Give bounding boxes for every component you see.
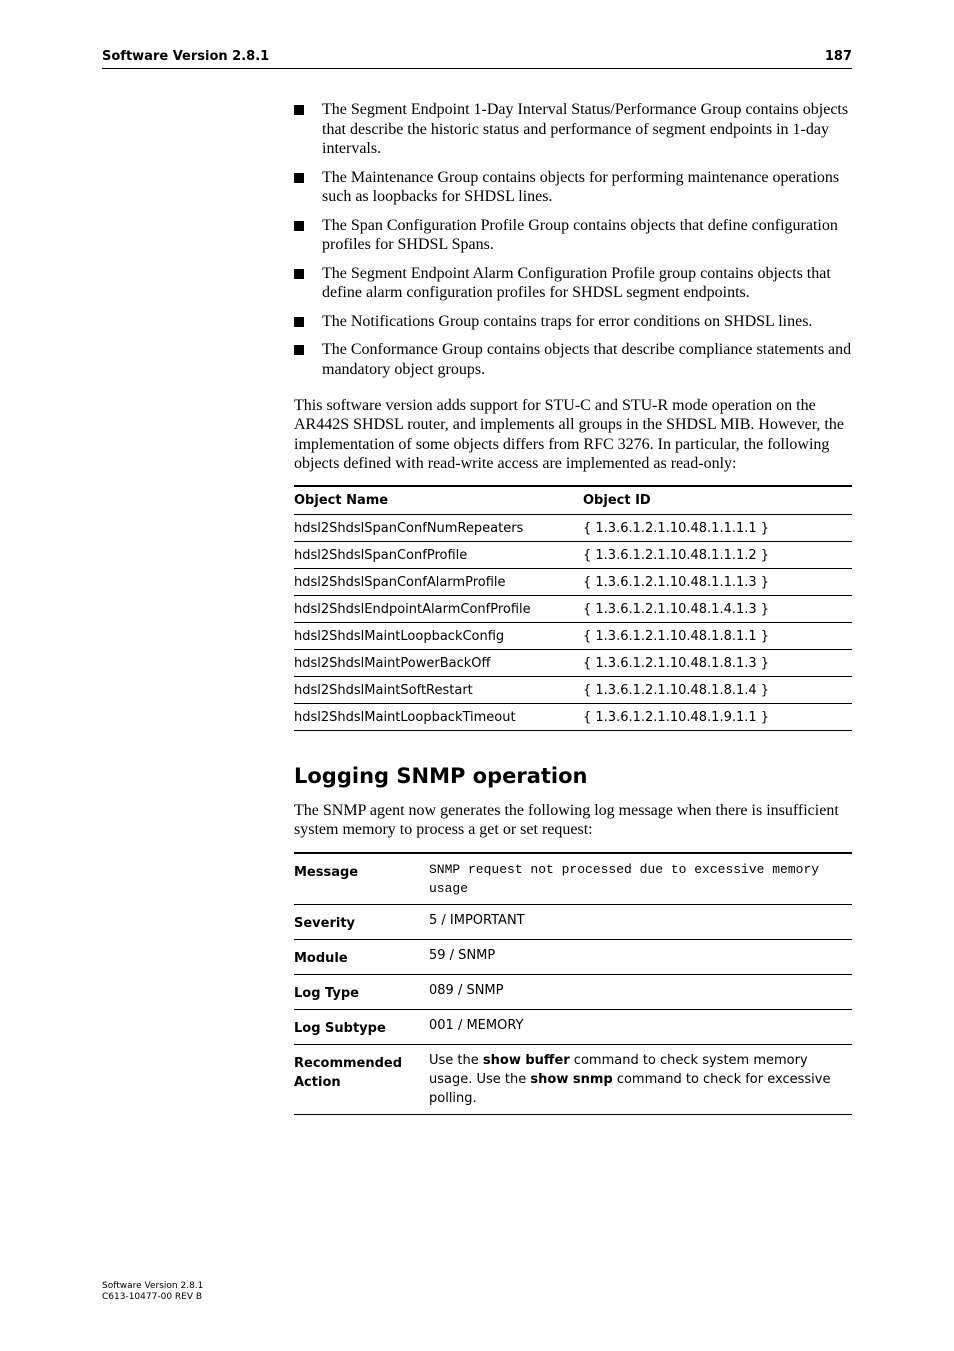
section-paragraph: The SNMP agent now generates the following log message when there is insufficient system memory to process a get or set request: (294, 802, 839, 839)
page-header (102, 48, 852, 69)
recommended-action-label: Recommended Action (294, 1044, 429, 1114)
object-id-cell: { 1.3.6.1.2.1.10.48.1.9.1.1 } (583, 704, 852, 731)
object-name-cell: hdsl2ShdslMaintLoopbackConfig (294, 623, 583, 650)
footer-doc-id: C613-10477-00 REV B (102, 1292, 203, 1302)
square-bullet-icon (294, 269, 304, 279)
table-row (294, 939, 852, 974)
bullet-list (294, 100, 852, 379)
table-header-row (294, 486, 852, 515)
footer-version: Software Version 2.8.1 (102, 1281, 204, 1291)
table-row (294, 542, 852, 569)
square-bullet-icon (294, 221, 304, 231)
square-bullet-icon (294, 173, 304, 183)
page-content (294, 100, 852, 1115)
table-row (294, 569, 852, 596)
list-item: The Segment Endpoint Alarm Configuration Profile group contains objects that define alarm configuration profiles for SHDSL segment endpoints. (294, 264, 852, 303)
table-row (294, 596, 852, 623)
table-row (294, 623, 852, 650)
square-bullet-icon (294, 345, 304, 355)
square-bullet-icon (294, 317, 304, 327)
list-item: The Conformance Group contains objects that describe compliance statements and mandatory object groups. (294, 340, 852, 379)
page-footer (102, 1281, 203, 1303)
object-id-cell: { 1.3.6.1.2.1.10.48.1.8.1.1 } (583, 623, 852, 650)
column-header-object-id: Object ID (583, 486, 852, 515)
log-subtype-value: 001 / MEMORY (429, 1009, 852, 1044)
object-name-cell: hdsl2ShdslSpanConfProfile (294, 542, 583, 569)
object-id-cell: { 1.3.6.1.2.1.10.48.1.8.1.4 } (583, 677, 852, 704)
object-id-cell: { 1.3.6.1.2.1.10.48.1.1.1.3 } (583, 569, 852, 596)
table-row (294, 677, 852, 704)
object-id-cell: { 1.3.6.1.2.1.10.48.1.4.1.3 } (583, 596, 852, 623)
list-item: The Notifications Group contains traps for error conditions on SHDSL lines. (294, 312, 852, 332)
object-name-cell: hdsl2ShdslMaintSoftRestart (294, 677, 583, 704)
table-row (294, 704, 852, 731)
table-row (294, 1009, 852, 1044)
table-row (294, 974, 852, 1009)
page-number: 187 (824, 49, 852, 64)
command-show-snmp: show snmp (530, 1071, 613, 1087)
square-bullet-icon (294, 105, 304, 115)
table-row (294, 515, 852, 542)
table-row (294, 904, 852, 939)
command-show-buffer: show buffer (482, 1052, 570, 1068)
intro-paragraph: This software version adds support for STU-C and STU-R mode operation on the AR442S SHDSL router, and implements all groups in the SHDSL MIB. However, the implementation of some objects differs from RFC 3276. In particular, the following objects defined with read-write access are implemented as read-only: (294, 397, 844, 472)
object-name-cell: hdsl2ShdslMaintLoopbackTimeout (294, 704, 583, 731)
module-label: Module (294, 939, 429, 974)
log-type-value: 089 / SNMP (429, 974, 852, 1009)
log-type-label: Log Type (294, 974, 429, 1009)
message-label: Message (294, 853, 429, 905)
severity-value: 5 / IMPORTANT (429, 904, 852, 939)
recommended-action-value: Use the show buffer command to check system memory usage. Use the show snmp command to check for excessive polling. (429, 1044, 852, 1114)
severity-label: Severity (294, 904, 429, 939)
object-id-cell: { 1.3.6.1.2.1.10.48.1.1.1.2 } (583, 542, 852, 569)
section-heading: Logging SNMP operation (294, 764, 588, 789)
log-subtype-label: Log Subtype (294, 1009, 429, 1044)
log-message-table (294, 852, 852, 1115)
list-item: The Span Configuration Profile Group contains objects that define configuration profiles for SHDSL Spans. (294, 216, 852, 255)
object-id-cell: { 1.3.6.1.2.1.10.48.1.8.1.3 } (583, 650, 852, 677)
table-row (294, 650, 852, 677)
message-value: SNMP request not processed due to excessive memory usage (429, 853, 852, 905)
object-name-cell: hdsl2ShdslEndpointAlarmConfProfile (294, 596, 583, 623)
object-name-cell: hdsl2ShdslSpanConfAlarmProfile (294, 569, 583, 596)
column-header-object-name: Object Name (294, 486, 583, 515)
list-item: The Segment Endpoint 1-Day Interval Status/Performance Group contains objects that describe the historic status and performance of segment endpoints in 1-day intervals. (294, 100, 852, 159)
object-id-cell: { 1.3.6.1.2.1.10.48.1.1.1.1 } (583, 515, 852, 542)
table-row (294, 853, 852, 905)
object-name-cell: hdsl2ShdslMaintPowerBackOff (294, 650, 583, 677)
object-id-table (294, 485, 852, 731)
table-row (294, 1044, 852, 1114)
module-value: 59 / SNMP (429, 939, 852, 974)
object-name-cell: hdsl2ShdslSpanConfNumRepeaters (294, 515, 583, 542)
list-item: The Maintenance Group contains objects for performing maintenance operations such as loopbacks for SHDSL lines. (294, 168, 852, 207)
header-version: Software Version 2.8.1 (102, 49, 270, 64)
